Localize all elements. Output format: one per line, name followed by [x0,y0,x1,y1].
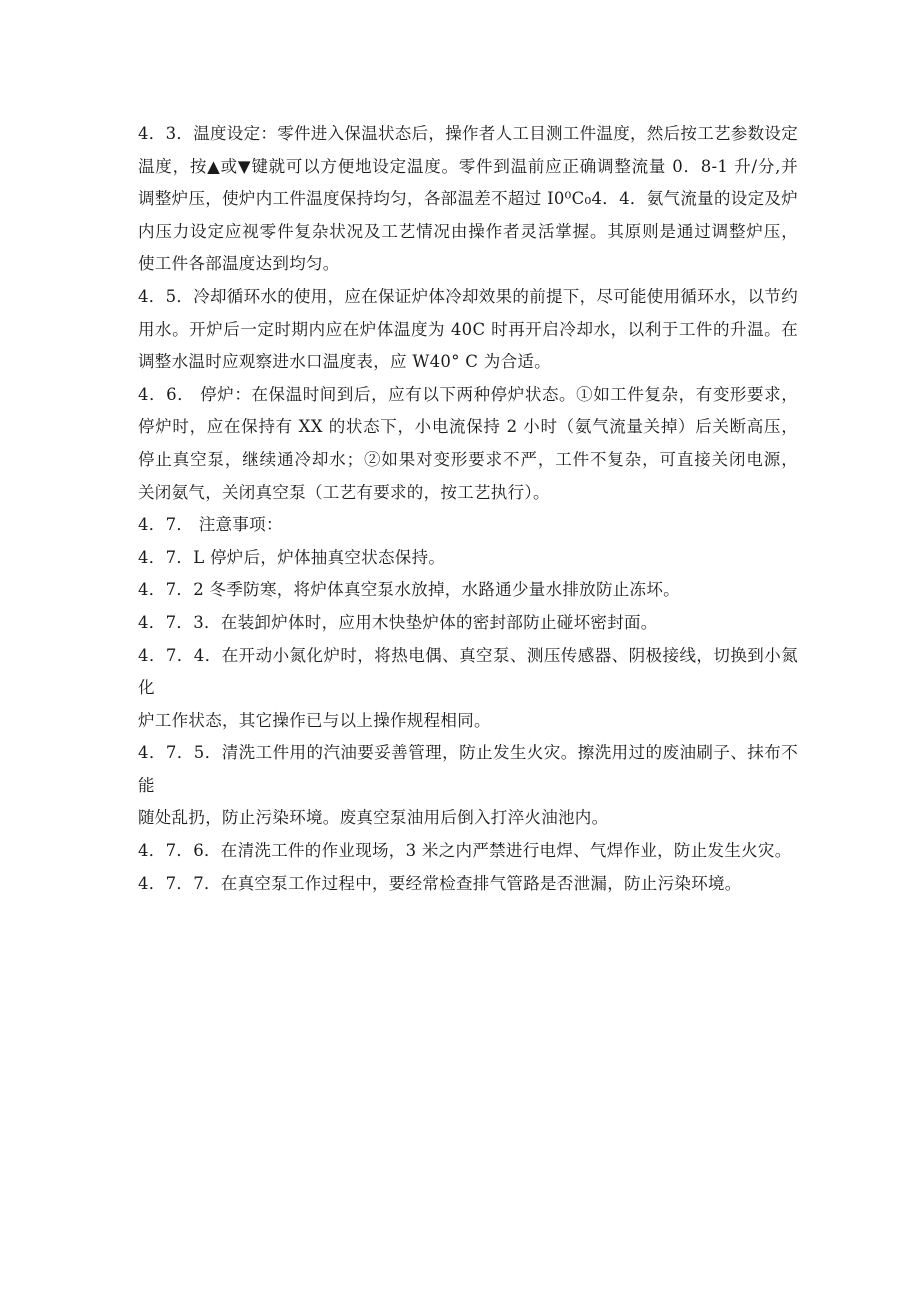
paragraph-4-7-3 [138,607,798,640]
paragraph-4-7-7 [138,868,798,901]
text-line: 4．5．冷却循环水的使用，应在保证炉体冷却效果的前提下，尽可能使用循环水，以节约 [138,286,798,306]
paragraph-4-5-cooling-water [138,281,798,379]
paragraph-4-7-6 [138,835,798,868]
paragraph-4-6-shutdown [138,379,798,509]
paragraph-4-7-4 [138,640,798,738]
text-line: 关闭氨气，关闭真空泵（工艺有要求的，按工艺执行）。 [138,482,550,502]
text-line: 4．6． 停炉：在保温时间到后，应有以下两种停炉状态。①如工件复杂，有变形要求， [138,384,798,404]
text-line: 4．7．3．在装卸炉体时，应用木快垫炉体的密封部防止碰坏密封面。 [138,612,658,632]
text-line: 用水。开炉后一定时期内应在炉体温度为 40C 时再开启冷却水，以利于工件的升温。在 [138,319,798,339]
paragraph-4-7-1 [138,542,798,575]
text-line: 4．7．7．在真空泵工作过程中，要经常检查排气管路是否泄漏，防止污染环境。 [138,873,742,893]
text-line: 使工件各部温度达到均匀。 [138,254,340,274]
text-line: 停炉时，应在保持有 XX 的状态下，小电流保持 2 小时（氨气流量关掉）后关断高压， [138,417,798,437]
text-line: 4．3．温度设定：零件进入保温状态后，操作者人工目测工件温度，然后按工艺参数设定 [138,124,798,143]
paragraph-4-7-2 [138,574,798,607]
text-line: 4．7．5．清洗工件用的汽油要妥善管理，防止发生火灾。擦洗用过的废油刷子、抹布不能 [138,743,798,795]
section-heading: 4．7． 注意事项： [138,515,283,535]
text-line: 内压力设定应视零件复杂状况及工艺情况由操作者灵活掌握。其原则是通过调整炉压， [138,221,798,241]
text-line: 4．7．4．在开动小氮化炉时，将热电偶、真空泵、测压传感器、阴极接线，切换到小氮化 [138,645,798,698]
text-line: 4．7．2 冬季防寒，将炉体真空泵水放掉，水路通少量水排放防止冻坏。 [138,580,680,600]
text-line: 温度，按▲或▼键就可以方便地设定温度。零件到温前应正确调整流量 0．8-1 升/分,并 [138,156,798,176]
paragraph-4-3-temperature-setting [138,118,798,281]
text-line: 调整炉压，使炉内工件温度保持均匀，各部温差不超过 I0⁰C₀4．4．氨气流量的设定及炉 [138,189,798,209]
paragraph-4-7-5 [138,737,798,835]
text-line: 炉工作状态，其它操作已与以上操作规程相同。 [138,710,491,730]
text-line: 4．7．L 停炉后，炉体抽真空状态保持。 [138,547,446,567]
text-line: 4．7．6．在清洗工件的作业现场，3 米之内严禁进行电焊、气焊作业，防止发生火灾。 [138,841,792,861]
paragraph-4-7-notes-heading [138,509,798,542]
document-body [138,118,798,900]
text-line: 停止真空泵，继续通冷却水；②如果对变形要求不严，工件不复杂，可直接关闭电源， [138,449,798,469]
text-line: 调整水温时应观察进水口温度表，应 W40° C 为合适。 [138,352,551,372]
text-line: 随处乱扔，防止污染环境。废真空泵油用后倒入打淬火油池内。 [138,808,609,828]
